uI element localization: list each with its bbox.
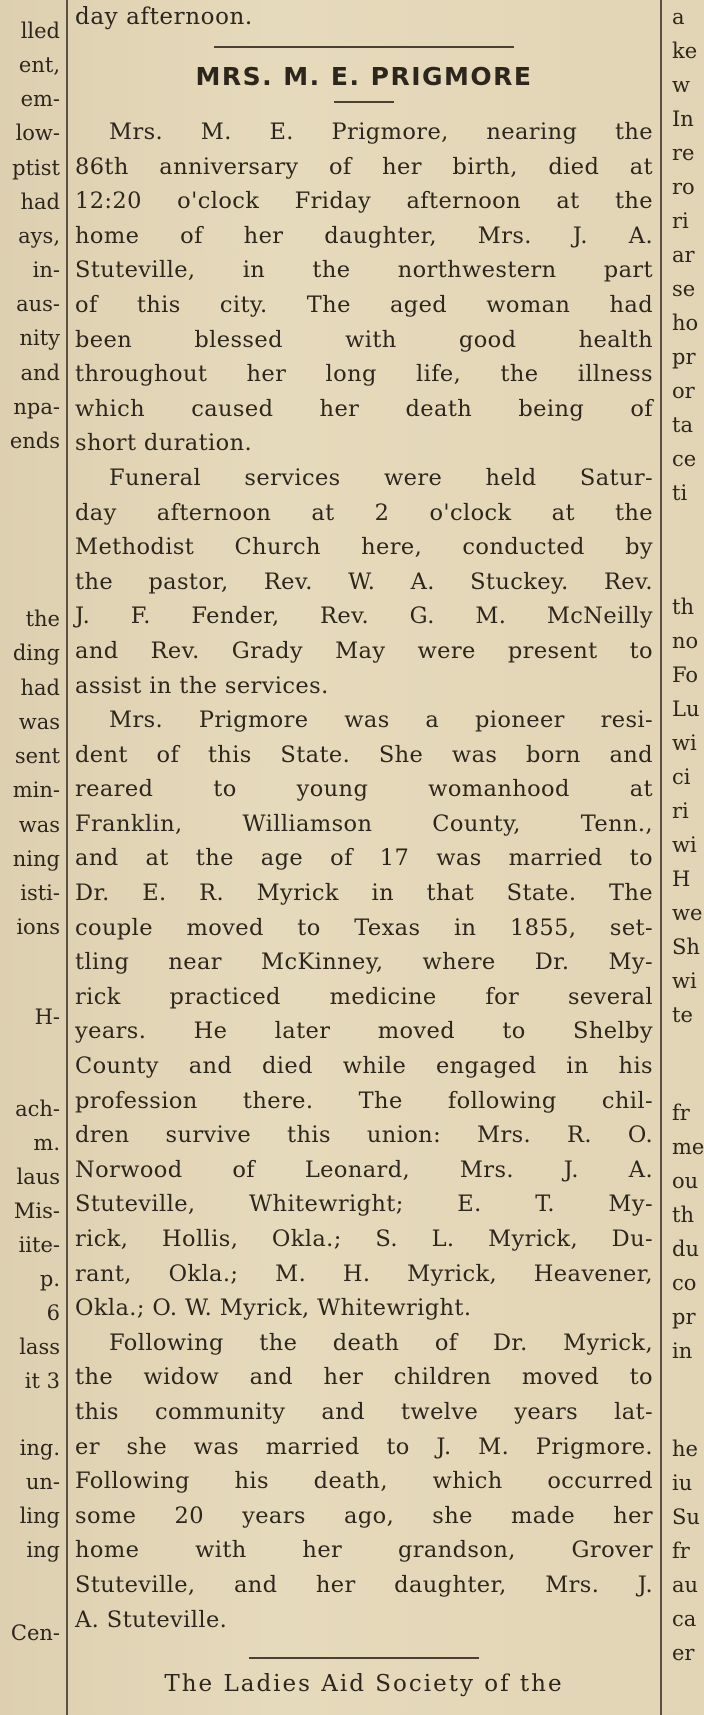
right-column-fragment: Fo bbox=[672, 663, 699, 687]
article-headline: MRS. M. E. PRIGMORE bbox=[195, 62, 533, 91]
article-line: and Rev. Grady May were present to bbox=[75, 637, 653, 664]
left-column-fragment: lass bbox=[19, 1335, 60, 1359]
left-column-fragment: isti- bbox=[20, 881, 60, 905]
left-column-fragment: un- bbox=[25, 1470, 60, 1494]
left-column-fragment: ning bbox=[12, 847, 60, 871]
right-column-fragment: pr bbox=[672, 1305, 696, 1329]
left-column-fragment: ding bbox=[12, 641, 60, 665]
right-adjacent-column bbox=[668, 0, 704, 1715]
left-column-fragment: was bbox=[18, 813, 60, 837]
article-line: and at the age of 17 was married to bbox=[75, 845, 653, 872]
article-line: rant, Okla.; M. H. Myrick, Heavener, bbox=[75, 1260, 653, 1287]
right-column-fragment: wi bbox=[672, 731, 697, 755]
article-line: A. Stuteville. bbox=[75, 1606, 228, 1633]
article-line: rick practiced medicine for several bbox=[75, 983, 653, 1010]
right-column-fragment: in bbox=[672, 1339, 693, 1363]
article-line: some 20 years ago, she made her bbox=[75, 1502, 653, 1529]
right-column-fragment: se bbox=[672, 277, 696, 301]
right-column-fragment: Sh bbox=[672, 935, 700, 959]
right-column-fragment: au bbox=[672, 1573, 699, 1597]
article-line: profession there. The following chil- bbox=[75, 1087, 653, 1114]
right-column-fragment: ar bbox=[672, 243, 695, 267]
left-column-fragment: ions bbox=[16, 915, 60, 939]
right-column-fragment: wi bbox=[672, 833, 697, 857]
headline-top-rule bbox=[214, 46, 514, 48]
article-line: the pastor, Rev. W. A. Stuckey. Rev. bbox=[75, 568, 653, 595]
article-line: assist in the services. bbox=[75, 672, 329, 699]
article-line: Following his death, which occurred bbox=[75, 1468, 653, 1495]
left-adjacent-column bbox=[0, 0, 64, 1715]
right-column-fragment: fr bbox=[672, 1539, 690, 1563]
left-column-fragment: low- bbox=[15, 121, 60, 145]
left-column-fragment: ing. bbox=[19, 1436, 60, 1460]
left-column-fragment: had bbox=[20, 190, 60, 214]
right-column-fragment: re bbox=[672, 141, 695, 165]
article-paragraph bbox=[75, 461, 653, 703]
left-column-fragment: laus bbox=[16, 1165, 60, 1189]
article-line: reared to young womanhood at bbox=[75, 776, 653, 803]
right-column-fragment: wi bbox=[672, 969, 697, 993]
article-line: Mrs. M. E. Prigmore, nearing the bbox=[109, 119, 653, 145]
column-rule-left bbox=[66, 0, 68, 1715]
left-column-fragment: it 3 bbox=[24, 1369, 60, 1393]
right-column-fragment: H bbox=[672, 867, 691, 891]
right-column-fragment: Su bbox=[672, 1505, 700, 1529]
left-column-fragment: and bbox=[20, 361, 60, 385]
right-column-fragment: co bbox=[672, 1271, 697, 1295]
article-line: Norwood of Leonard, Mrs. J. A. bbox=[75, 1156, 653, 1183]
right-column-fragment: ca bbox=[672, 1607, 697, 1631]
article-line: Stuteville, in the northwestern part bbox=[75, 257, 653, 284]
article-line: 12:20 o'clock Friday afternoon at the bbox=[75, 188, 653, 215]
article-line: 86th anniversary of her birth, died at bbox=[75, 153, 653, 180]
left-column-fragment: min- bbox=[12, 778, 60, 802]
article-line: short duration. bbox=[75, 430, 253, 457]
right-column-fragment: ci bbox=[672, 765, 691, 789]
right-column-fragment: w bbox=[672, 73, 690, 97]
left-column-fragment: was bbox=[18, 710, 60, 734]
article-line: years. He later moved to Shelby bbox=[75, 1018, 653, 1045]
left-column-fragment: ing bbox=[26, 1538, 60, 1562]
left-column-fragment: nity bbox=[19, 326, 60, 350]
obituary-column bbox=[75, 0, 653, 1715]
article-line: Funeral services were held Satur- bbox=[109, 464, 653, 491]
article-line: County and died while engaged in his bbox=[75, 1053, 653, 1080]
right-column-fragment: ri bbox=[672, 209, 689, 233]
left-column-fragment: m. bbox=[33, 1131, 60, 1155]
right-column-fragment: ro bbox=[672, 175, 695, 199]
article-line: day afternoon at 2 o'clock at the bbox=[75, 499, 653, 526]
article-line: been blessed with good health bbox=[75, 326, 653, 353]
left-column-fragment: ling bbox=[19, 1504, 60, 1528]
left-column-fragment: ends bbox=[9, 429, 60, 453]
left-column-fragment: the bbox=[25, 607, 60, 631]
left-column-fragment: ays, bbox=[18, 224, 60, 248]
left-column-fragment: sent bbox=[14, 744, 60, 768]
article-line: Mrs. Prigmore was a pioneer resi- bbox=[109, 707, 653, 734]
left-column-fragment: em- bbox=[20, 87, 60, 111]
left-column-fragment: had bbox=[20, 676, 60, 700]
right-column-fragment: or bbox=[672, 379, 695, 403]
article-line: Okla.; O. W. Myrick, Whitewright. bbox=[75, 1295, 472, 1322]
article-line: er she was married to J. M. Prigmore. bbox=[75, 1433, 653, 1460]
right-column-fragment: he bbox=[672, 1437, 698, 1461]
article-line: couple moved to Texas in 1855, set- bbox=[75, 914, 653, 941]
right-column-fragment: iu bbox=[672, 1471, 693, 1495]
article-paragraph bbox=[75, 115, 653, 461]
right-column-fragment: fr bbox=[672, 1101, 690, 1125]
right-column-fragment: a bbox=[672, 5, 685, 29]
article-line: home with her grandson, Grover bbox=[75, 1537, 653, 1564]
right-column-fragment: er bbox=[672, 1641, 695, 1665]
article-line: Following the death of Dr. Myrick, bbox=[109, 1329, 653, 1356]
right-column-fragment: du bbox=[672, 1237, 699, 1261]
article-line: Franklin, Williamson County, Tenn., bbox=[75, 810, 653, 837]
article-line: Stuteville, Whitewright; E. T. My- bbox=[75, 1191, 653, 1218]
right-column-fragment: ho bbox=[672, 311, 699, 335]
article-end-rule bbox=[249, 1657, 479, 1659]
left-column-fragment: ach- bbox=[15, 1097, 60, 1121]
article-line: which caused her death being of bbox=[75, 395, 653, 422]
column-rule-right bbox=[660, 0, 662, 1715]
article-line: of this city. The aged woman had bbox=[75, 291, 653, 318]
right-column-fragment: pr bbox=[672, 345, 696, 369]
right-column-fragment: ta bbox=[672, 413, 693, 437]
left-column-fragment: ent, bbox=[18, 53, 60, 77]
right-column-fragment: we bbox=[672, 901, 703, 925]
article-line: J. F. Fender, Rev. G. M. McNeilly bbox=[75, 603, 653, 630]
article-paragraph bbox=[75, 703, 653, 1326]
right-column-fragment: th bbox=[672, 595, 694, 619]
left-column-fragment: iite- bbox=[18, 1233, 60, 1257]
right-column-fragment: me bbox=[672, 1135, 704, 1159]
left-column-fragment: npa- bbox=[13, 395, 60, 419]
left-column-fragment: lled bbox=[20, 19, 60, 43]
right-column-fragment: no bbox=[672, 629, 699, 653]
left-column-fragment: p. bbox=[39, 1267, 60, 1291]
right-column-fragment: ti bbox=[672, 481, 688, 505]
right-column-fragment: ke bbox=[672, 39, 698, 63]
right-column-fragment: In bbox=[672, 107, 694, 131]
article-line: tling near McKinney, where Dr. My- bbox=[75, 949, 653, 976]
article-line: dren survive this union: Mrs. R. O. bbox=[75, 1122, 653, 1149]
right-column-fragment: th bbox=[672, 1203, 694, 1227]
article-line: dent of this State. She was born and bbox=[75, 741, 653, 768]
article-line: Methodist Church here, conducted by bbox=[75, 534, 653, 561]
right-column-fragment: ce bbox=[672, 447, 697, 471]
right-column-fragment: ri bbox=[672, 799, 689, 823]
next-article-start: The Ladies Aid Society of the bbox=[164, 1671, 564, 1698]
left-column-fragment: aus- bbox=[16, 292, 60, 316]
left-column-fragment: H- bbox=[34, 1005, 60, 1029]
previous-article-tail: day afternoon. bbox=[75, 4, 253, 30]
left-column-fragment: in- bbox=[32, 258, 60, 282]
left-column-fragment: Cen- bbox=[10, 1621, 60, 1645]
left-column-fragment: ptist bbox=[12, 156, 60, 180]
article-line: home of her daughter, Mrs. J. A. bbox=[75, 222, 653, 249]
article-line: Stuteville, and her daughter, Mrs. J. bbox=[75, 1571, 653, 1598]
article-line: this community and twelve years lat- bbox=[75, 1398, 653, 1425]
article-body bbox=[75, 115, 653, 1637]
left-column-fragment: 6 bbox=[46, 1301, 60, 1325]
article-line: Dr. E. R. Myrick in that State. The bbox=[75, 880, 653, 907]
left-column-fragment: Mis- bbox=[13, 1199, 60, 1223]
article-line: rick, Hollis, Okla.; S. L. Myrick, Du- bbox=[75, 1226, 653, 1252]
right-column-fragment: ou bbox=[672, 1169, 699, 1193]
article-paragraph bbox=[75, 1326, 653, 1637]
right-column-fragment: te bbox=[672, 1003, 693, 1027]
right-column-fragment: Lu bbox=[672, 697, 700, 721]
article-line: the widow and her children moved to bbox=[75, 1364, 653, 1391]
article-line: throughout her long life, the illness bbox=[75, 361, 653, 388]
headline-bottom-rule bbox=[334, 101, 394, 103]
